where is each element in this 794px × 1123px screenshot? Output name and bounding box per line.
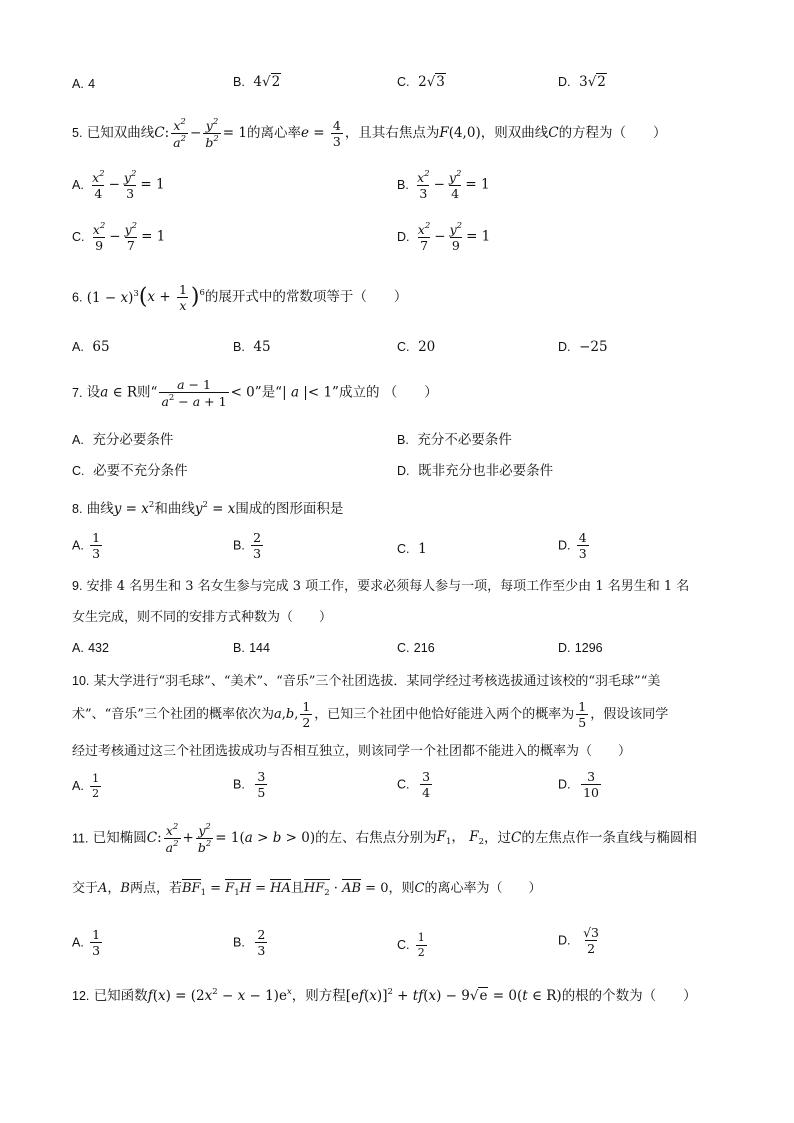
fraction: $\frac{a - 1}{a^2 - a + 1}$ [161, 377, 227, 410]
fraction: $\frac{4}{3}$ [332, 118, 341, 150]
sqrt: √2 [262, 74, 281, 90]
sqrt: √2 [587, 74, 606, 90]
q10-stem-line3: 经过考核通过这三个社团选拔成功与否相互独立，则该同学一个社团都不能进入的概率为（ ） [72, 744, 632, 759]
q5-stem: 5. 已知双曲线C: $\frac{x^2}{a^2}$ − $\frac{y^2}{b^2}$ = 1的离心率e = $\frac{4}{3}$ ，且其右焦点为F(4,0)，则双曲线C的方程为（ ） [72, 117, 667, 151]
q7-option-b: B. 充分不必要条件 [397, 432, 512, 448]
q7-option-a: A. 充分必要条件 [72, 432, 174, 448]
q7-stem: 7. 设a ∈ R则“ $\frac{a - 1}{a^2 - a + 1}$ < 0”是“| a |< 1”成立的 （ ） [72, 377, 438, 410]
q6-option-c: C. 20 [397, 339, 436, 355]
q11-stem-line2: 交于A，B两点，若$BF_1 = F_1H$ = HA且$HF_2$ · AB = 0，则C的离心率为（ ） [72, 881, 542, 898]
q8-option-d: D. $\frac{4}{3}$ [558, 530, 587, 562]
q4-option-a: A. 4 [72, 77, 96, 91]
fraction: $\frac{y^2}{b^2}$ [205, 117, 219, 151]
q5-option-a: A. $\frac{x^2}{4}$ − $\frac{y^2}{3}$ = 1 [72, 169, 165, 202]
q4-option-d: D. 3√2 [558, 74, 606, 90]
q7-option-c: C. 必要不充分条件 [72, 463, 188, 479]
sqrt: √3 [426, 74, 445, 90]
q10-option-b: B. $\frac{3}{5}$ [233, 769, 266, 801]
q11-option-b: B. $\frac{2}{3}$ [233, 927, 266, 959]
q11-option-c: C. $\frac{1}{2}$ [397, 931, 425, 959]
q9-option-b: B. 144 [233, 641, 270, 655]
q4-option-b: B. 4√2 [233, 74, 281, 90]
q9-stem-line1: 9. 安排 4 名男生和 3 名女生参与完成 3 项工作，要求必须每人参与一项，每项工作至少由 1 名男生和 1 名 [72, 579, 690, 594]
q12-stem: 12. 已知函数$f(x) = (2x^2 - x - 1)e^x$，则方程$[ef(x)]^2 + tf(x) - 9√e = 0(t$ ∈ R)的根的个数为（ ） [72, 987, 697, 1004]
q6-stem: 6. $(1 - x)^3(x$ + $\frac{1}{x}$ )$^6$的展开式中的常数项等于（ ） [72, 282, 408, 314]
q10-option-d: D. $\frac{3}{10}$ [558, 769, 599, 801]
q5-option-d: D. $\frac{x^2}{7}$ − $\frac{y^2}{9}$ = 1 [397, 221, 491, 254]
q10-stem-line2: 术”、“音乐”三个社团的概率依次为a,b, $\frac{1}{2}$ ，已知三个社团中他恰好能进入两个的概率为 $\frac{1}{5}$ ，假设该同学 [72, 699, 669, 731]
q10-stem-line1: 10. 某大学进行“羽毛球”、“美术”、“音乐”三个社团选拔．某同学经过考核选拔通过该校的“羽毛球”“美 [72, 674, 661, 689]
fraction: $\frac{x^2}{a^2}$ [173, 117, 187, 151]
q9-option-c: C. 216 [397, 641, 435, 655]
q10-option-a: A. $\frac{1}{2}$ [72, 772, 100, 800]
q4-option-c: C. 2√3 [397, 74, 445, 90]
q6-option-a: A. 65 [72, 339, 110, 355]
q8-stem: 8. 曲线$y = x^2$和曲线$y^2 = x$围成的图形面积是 [72, 500, 344, 517]
q8-option-b: B. $\frac{2}{3}$ [233, 530, 262, 562]
fraction: $\frac{1}{x}$ [178, 282, 187, 314]
q8-option-a: A. $\frac{1}{3}$ [72, 530, 101, 562]
q10-option-c: C. $\frac{3}{4}$ [397, 769, 431, 801]
q5-option-c: C. $\frac{x^2}{9}$ − $\frac{y^2}{7}$ = 1 [72, 221, 166, 254]
q9-stem-line2: 女生完成，则不同的安排方式种数为（ ） [72, 610, 333, 625]
q7-option-d: D. 既非充分也非必要条件 [397, 463, 554, 479]
q11-option-d: D. $\frac{√3}{2}$ [558, 925, 600, 957]
q5-option-b: B. $\frac{x^2}{3}$ − $\frac{y^2}{4}$ = 1 [397, 169, 490, 202]
q6-option-b: B. 45 [233, 339, 271, 355]
q11-option-a: A. $\frac{1}{3}$ [72, 927, 101, 959]
q9-option-d: D. 1296 [558, 641, 603, 655]
q6-option-d: D. −25 [558, 339, 608, 355]
q11-stem-line1: 11. 已知椭圆C: $\frac{x^2}{a^2}$ + $\frac{y^2}{b^2}$ = 1(a > b > 0)的左、右焦点分别为$F_1$， $F_2$，过C的左焦点作一条直线与椭圆相 [72, 822, 697, 856]
q8-option-c: C. 1 [397, 541, 427, 557]
q9-option-a: A. 432 [72, 641, 109, 655]
